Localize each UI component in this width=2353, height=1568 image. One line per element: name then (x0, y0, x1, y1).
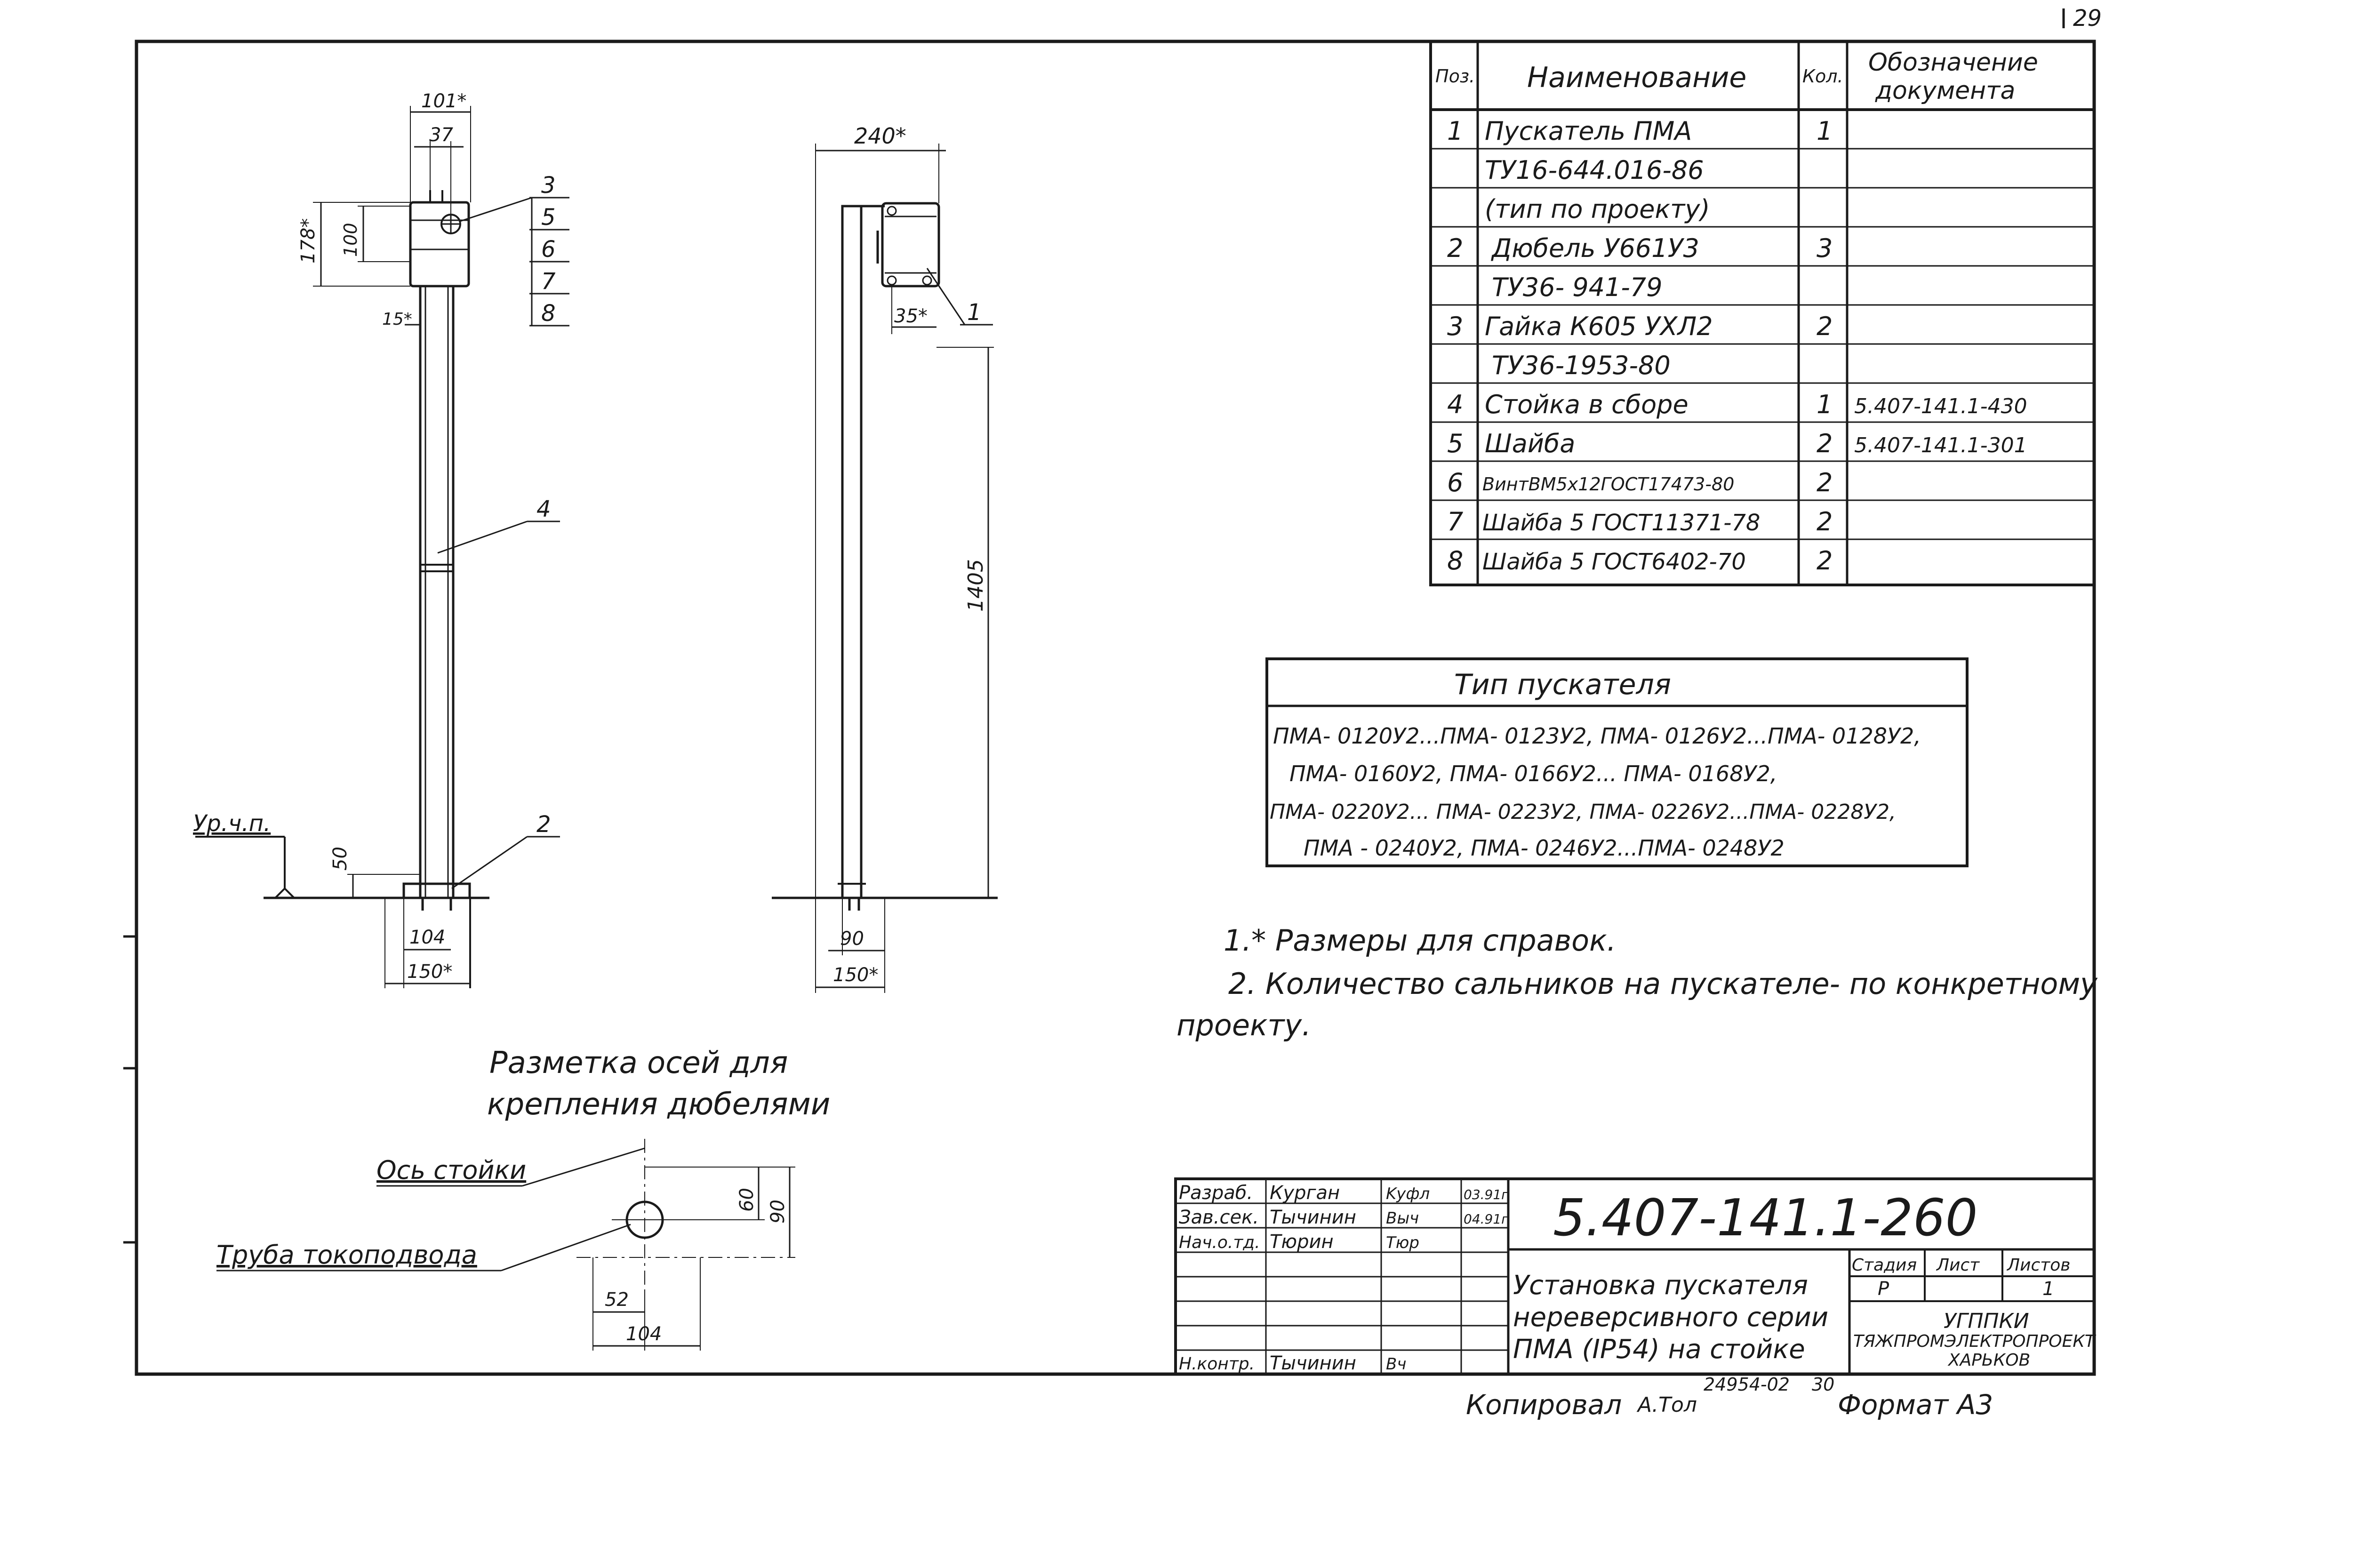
sheet-label: Лист (1937, 1256, 1980, 1275)
dim-150: 150* (407, 961, 453, 983)
dim-15: 15* (382, 310, 412, 329)
starter-types-title: Тип пускателя (1454, 668, 1671, 701)
row-4-pos: 2 (1447, 233, 1464, 263)
callout-7: 7 (541, 268, 556, 295)
format-label: Формат А3 (1838, 1389, 1993, 1421)
stage-label: Стадия (1852, 1256, 1917, 1275)
post-axis-label: Ось стойки (376, 1155, 527, 1185)
post-base (404, 884, 470, 898)
footer (1466, 1374, 1993, 1421)
dim-35: 35* (894, 305, 928, 327)
callout-6: 6 (541, 236, 556, 263)
row-10-qty: 2 (1817, 468, 1833, 497)
copied-label: Копировал (1466, 1389, 1622, 1421)
row-8-pos: 4 (1447, 390, 1464, 419)
marking-dim-104: 104 (626, 1323, 662, 1345)
header-doc-line1: Обозначение (1868, 48, 2038, 77)
row-4-name: Дюбель У661У3 (1492, 233, 1699, 263)
sig-date-1: 03.91г (1464, 1187, 1508, 1202)
header-qty: Кол. (1802, 66, 1843, 87)
marking-dim-52: 52 (605, 1289, 629, 1311)
copied-signature: А.Тол (1638, 1393, 1697, 1417)
front-post (842, 206, 861, 898)
row-12-pos: 8 (1447, 546, 1464, 576)
sig-role-3: Нач.о.тд. (1179, 1233, 1260, 1252)
callout-3: 3 (541, 172, 556, 199)
dim-104: 104 (409, 927, 446, 948)
row-12-qty: 2 (1817, 546, 1833, 576)
drawing-title-line-2: нереверсивного серии (1513, 1302, 1829, 1333)
dim-50: 50 (329, 847, 351, 871)
row-6-pos: 3 (1447, 312, 1464, 341)
row-1-qty: 1 (1817, 116, 1833, 146)
sig-name-2: Тычинин (1270, 1207, 1356, 1228)
parts-table (1431, 41, 2094, 585)
row-10-name: ВинтВМ5х12ГОСТ17473-80 (1482, 474, 1735, 495)
marking-dim-60: 60 (736, 1188, 758, 1212)
row-8-qty: 1 (1817, 390, 1833, 419)
sheets-value: 1 (2042, 1278, 2055, 1300)
sig-name-3: Тюрин (1270, 1231, 1334, 1253)
row-9-name: Шайба (1485, 429, 1576, 458)
row-9-doc: 5.407-141.1-301 (1854, 433, 2027, 457)
row-9-qty: 2 (1817, 429, 1833, 458)
sig-sign-2: Bыч (1386, 1209, 1419, 1228)
callout-2: 2 (536, 811, 551, 838)
note-1: 1.* Размеры для справок. (1224, 923, 1617, 958)
starter-type-line-1: ПМА- 0120У2...ПМА- 0123У2, ПМА- 0126У2...ПМА- 0128У2, (1273, 723, 1921, 749)
pipe-label: Труба токоподвода (216, 1240, 477, 1270)
note-2-line-2: проекту. (1176, 1008, 1311, 1042)
marking-title-line-2: крепления дюбелями (487, 1087, 831, 1122)
dim-100: 100 (340, 223, 361, 257)
row-11-name: Шайба 5 ГОСТ11371-78 (1482, 510, 1761, 536)
sig-role-1: Разраб. (1179, 1182, 1253, 1204)
row-6-qty: 2 (1817, 312, 1833, 341)
marking-diagram (216, 1046, 830, 1351)
dim-240: 240* (854, 123, 906, 149)
side-view (193, 90, 569, 988)
starter-type-line-3: ПМА- 0220У2... ПМА- 0223У2, ПМА- 0226У2...ПМА- 0228У2, (1270, 800, 1897, 824)
note-2-line-1: 2. Количество сальников на пускателе- по конкретному (1228, 967, 2097, 1001)
starter-types-box (1267, 659, 1967, 866)
sig-sign-3: Тюр (1386, 1233, 1419, 1252)
sig-role-2: Зав.сек. (1179, 1207, 1259, 1228)
header-pos: Поз. (1435, 66, 1475, 87)
row-11-pos: 7 (1447, 507, 1464, 536)
header-doc-line2: документа (1875, 77, 2016, 105)
page-number: 29 (2073, 5, 2102, 32)
callout-8: 8 (541, 300, 556, 327)
row-4-qty: 3 (1817, 233, 1833, 263)
inventory-number: 24954-02 (1704, 1374, 1790, 1395)
title-block (1176, 1179, 2097, 1374)
stage-value: Р (1878, 1278, 1889, 1300)
row-8-doc: 5.407-141.1-430 (1854, 394, 2027, 418)
notes (1176, 923, 2098, 1042)
org-line-3: ХАРЬКОВ (1948, 1351, 2031, 1370)
dim-37: 37 (429, 124, 453, 146)
sig-name-8: Тычинин (1270, 1352, 1356, 1374)
header-name: Наименование (1527, 61, 1747, 94)
sig-date-2: 04.91г (1464, 1211, 1508, 1227)
starter-body (410, 202, 469, 286)
starter-type-line-4: ПМА - 0240У2, ПМА- 0246У2...ПМА- 0248У2 (1304, 835, 1785, 861)
sheet-counter: 30 (1812, 1374, 1835, 1395)
row-10-pos: 6 (1447, 468, 1464, 497)
dim-90: 90 (840, 928, 864, 950)
callout-1: 1 (967, 299, 982, 326)
row-1-name: Пускатель ПМА (1485, 116, 1692, 146)
row-3-name: (тип по проекту) (1485, 194, 1710, 224)
dim-178: 178* (297, 218, 319, 264)
row-1-pos: 1 (1447, 116, 1464, 146)
row-12-name: Шайба 5 ГОСТ6402-70 (1482, 549, 1746, 575)
front-view (772, 123, 998, 993)
sheets-label: Листов (2007, 1256, 2071, 1275)
starter-type-line-2: ПМА- 0160У2, ПМА- 0166У2... ПМА- 0168У2, (1289, 761, 1777, 786)
drawing-title-line-3: ПМА (IP54) на стойке (1513, 1334, 1805, 1365)
marking-title-line-1: Разметка осей для (489, 1046, 788, 1080)
marking-dim-90: 90 (767, 1200, 789, 1224)
callout-4: 4 (536, 496, 551, 522)
sig-sign-1: Kуфл (1386, 1184, 1430, 1203)
dim-150-front: 150* (833, 964, 879, 986)
dim-101: 101* (421, 90, 467, 112)
row-6-name: Гайка К605 УХЛ2 (1485, 312, 1713, 341)
sig-sign-8: Вч (1386, 1355, 1407, 1374)
doc-code: 5.407-141.1-260 (1553, 1189, 1978, 1248)
row-11-qty: 2 (1817, 507, 1833, 536)
dim-1405: 1405 (964, 559, 988, 612)
row-8-name: Стойка в сборе (1485, 390, 1689, 419)
sig-role-8: Н.контр. (1179, 1354, 1255, 1374)
row-2-name: ТУ16-644.016-86 (1485, 155, 1704, 185)
row-5-name: ТУ36- 941-79 (1492, 272, 1663, 302)
drawing-title-line-1: Установка пускателя (1513, 1270, 1808, 1301)
ground-level-label: Ур.ч.п. (193, 810, 271, 837)
org-line-1: УГППКИ (1944, 1309, 2029, 1333)
sig-name-1: Курган (1270, 1182, 1340, 1204)
org-line-2: ТЯЖПРОМЭЛЕКТРОПРОЕКТ (1853, 1332, 2095, 1351)
row-9-pos: 5 (1447, 429, 1464, 458)
callout-5: 5 (541, 204, 556, 231)
row-7-name: ТУ36-1953-80 (1492, 351, 1671, 380)
